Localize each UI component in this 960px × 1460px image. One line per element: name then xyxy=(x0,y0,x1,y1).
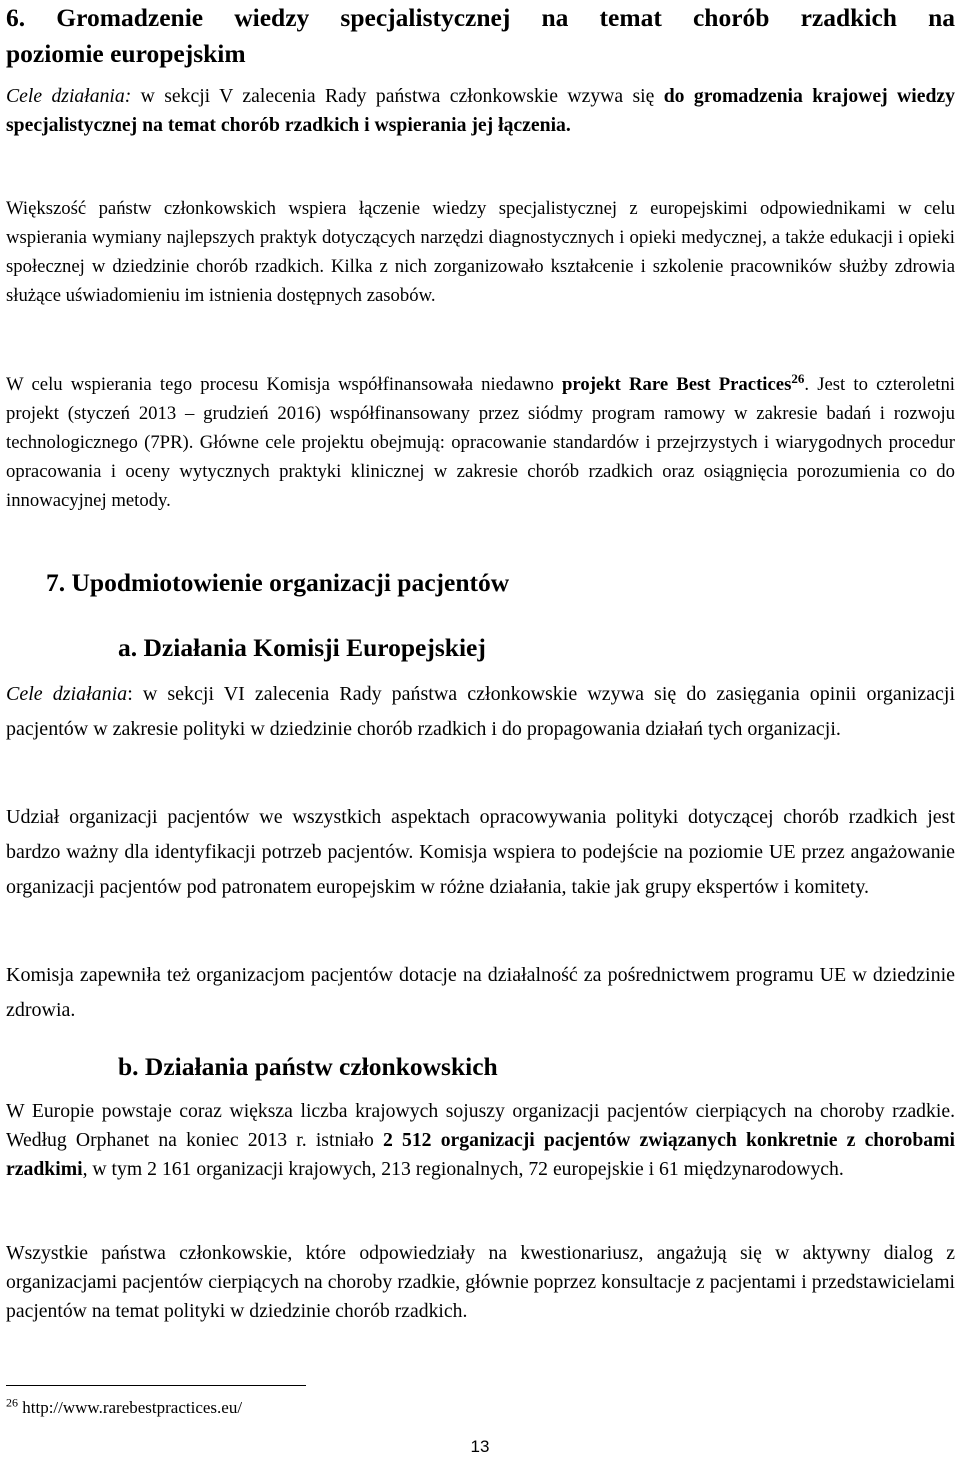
footnote-link[interactable]: http://www.rarebestpractices.eu/ xyxy=(18,1398,243,1417)
section-6-objectives xyxy=(6,82,955,140)
page-number: 13 xyxy=(470,1437,490,1456)
footnote-number: 26 xyxy=(6,1395,18,1410)
paragraph-2-intro: W celu wspierania tego procesu Komisja współfinansowała niedawno xyxy=(6,374,563,395)
subsection-b-heading: b. Działania państw członkowskich xyxy=(118,1052,498,1081)
section-7-objectives xyxy=(6,677,955,747)
section-6-paragraph-2 xyxy=(6,370,955,515)
objectives-label: Cele działania: xyxy=(6,85,132,107)
paragraph-b1-intro: W Europie powstaje coraz większa liczba krajowych sojuszy organizacji pacjentów cierpiących na choroby rzadkie. Według Orphanet na koniec 2013 r. istniało xyxy=(6,1100,955,1151)
footnote xyxy=(6,1396,242,1420)
subsection-a-paragraph-1: Udział organizacji pacjentów we wszystkich aspektach opracowywania polityki dotyczącej chorób rzadkich jest bardzo ważny dla identyfikacji potrzeb pacjentów. Komisja wspiera to podejście na poziomie UE przez angażowanie organizacji pacjentów pod patronatem europejskim w różne działania, takie jak grupy ekspertów i komitety. xyxy=(6,806,955,898)
objectives-label: Cele działania xyxy=(6,683,128,705)
section-6-heading-line-1: 6. Gromadzenie wiedzy specjalistycznej na temat chorób rzadkich na xyxy=(6,3,955,32)
footnote-separator xyxy=(6,1385,306,1386)
objectives-bold-text: do gromadzenia krajowej wiedzy specjalistycznej na temat chorób rzadkich i wspierania jej łączenia. xyxy=(6,85,955,136)
subsection-b-paragraph-2: Wszystkie państwa członkowskie, które odpowiedziały na kwestionariusz, angażują się w aktywny dialog z organizacjami pacjentów cierpiących na choroby rzadkie, głównie poprzez konsultacje z pacjentami i przedstawicielami pacjentów na temat polityki w dziedzinie chorób rzadkich. xyxy=(6,1242,955,1322)
section-6-heading-line-2: poziomie europejskim xyxy=(6,39,246,68)
subsection-b-paragraph-1 xyxy=(6,1097,955,1184)
paragraph-b1-rest: , w tym 2 161 organizacji krajowych, 213 regionalnych, 72 europejskie i 61 międzynarodowych. xyxy=(82,1158,844,1180)
subsection-a-paragraph-2: Komisja zapewniła też organizacjom pacjentów dotacje na działalność za pośrednictwem programu UE w dziedzinie zdrowia. xyxy=(6,964,955,1021)
section-6-heading xyxy=(6,0,955,72)
objectives-text: w sekcji V zalecenia Rady państwa członkowskie wzywa się xyxy=(131,85,664,107)
paragraph-2-body: . Jest to czteroletni projekt (styczeń 2013 – grudzień 2016) współfinansowany przez siódmy program ramowy w zakresie badań i rozwoju technologicznego (7PR). Główne cele projektu obejmują: opracowanie standardów i przejrzystych i wiarygodnych procedur opracowania i oceny wytycznych praktyki klinicznej w zakresie chorób rzadkich oraz osiągnięcia porozumienia co do innowacyjnej metody. xyxy=(6,374,955,511)
section-6-paragraph-1: Większość państw członkowskich wspiera łączenie wiedzy specjalistycznej z europejskimi odpowiednikami w celu wspierania wymiany najlepszych praktyk dotyczących narzędzi diagnostycznych i opieki medycznej, a także edukacji i opieki społecznej w dziedzinie chorób rzadkich. Kilka z nich zorganizowało kształcenie i szkolenie pracowników służby zdrowia służące uświadomieniu im istnienia dostępnych zasobów. xyxy=(6,198,955,306)
subsection-a-heading: a. Działania Komisji Europejskiej xyxy=(118,633,486,662)
footnote-ref: 26 xyxy=(791,370,805,386)
section-7-heading: 7. Upodmiotowienie organizacji pacjentów xyxy=(46,568,510,597)
organizations-count: 2 512 organizacji pacjentów związanych konkretnie z chorobami rzadkimi xyxy=(6,1129,955,1180)
objectives-text: : w sekcji VI zalecenia Rady państwa członkowskie wzywa się do zasięgania opinii organizacji pacjentów w zakresie polityki w dziedzinie chorób rzadkich i do propagowania działań tych organizacji. xyxy=(6,683,955,740)
project-name: projekt Rare Best Practices xyxy=(562,374,792,395)
